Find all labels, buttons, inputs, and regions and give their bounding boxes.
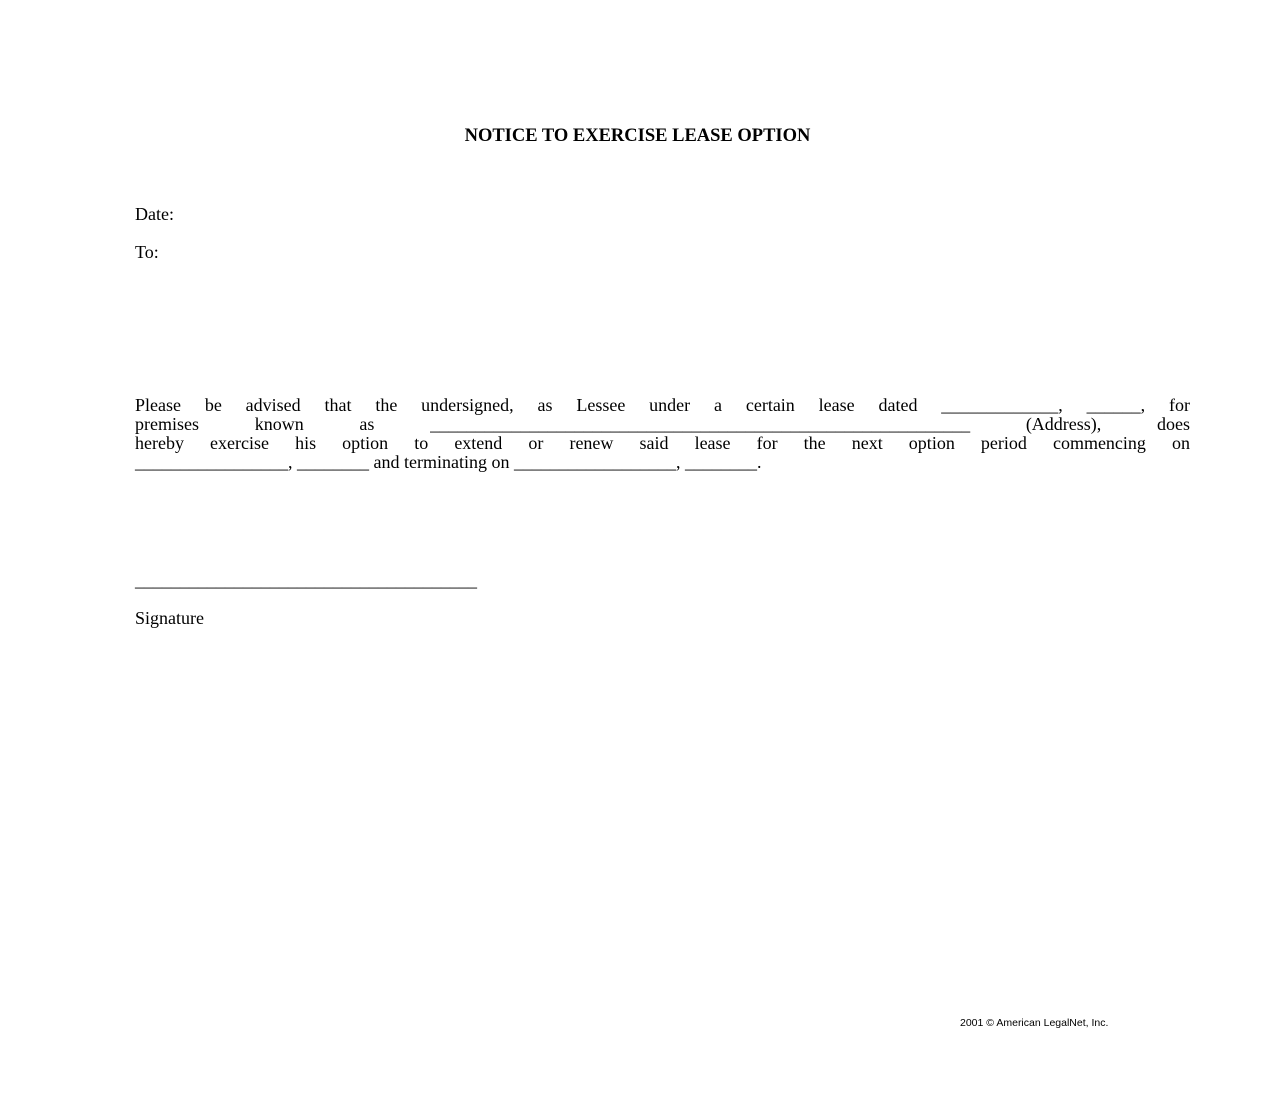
document-title: NOTICE TO EXERCISE LEASE OPTION <box>464 126 811 146</box>
date-label: Date: <box>135 204 174 224</box>
copyright-footer: 2001 © American LegalNet, Inc. <box>960 1017 1109 1029</box>
signature-line: ______________________________________ <box>135 570 477 590</box>
paragraph-line: Please be advised that the undersigned, as Lessee under a certain lease dated _____________, ______, for <box>135 395 1190 415</box>
paragraph-line: hereby exercise his option to extend or renew said lease for the next option period commencing on <box>135 433 1190 453</box>
signature-label: Signature <box>135 608 204 628</box>
notice-paragraph <box>135 396 1190 472</box>
to-label: To: <box>135 242 159 262</box>
paragraph-line: _________________, ________ and terminating on __________________, ________. <box>135 452 762 472</box>
paragraph-line: premises known as ____________________________________________________________ (Address), does <box>135 414 1190 434</box>
